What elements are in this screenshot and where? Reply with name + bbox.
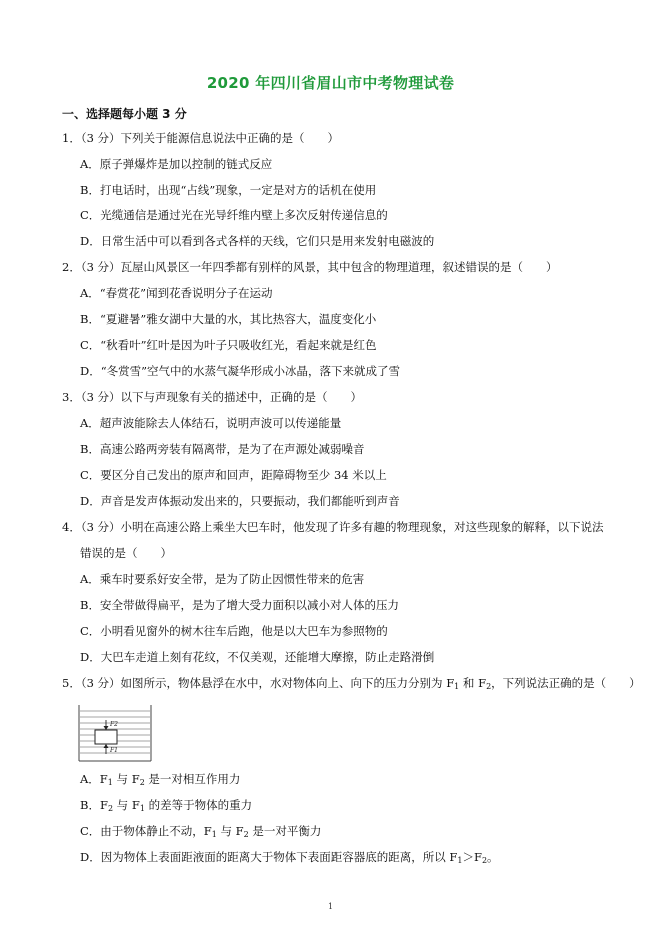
question-5-stem-sub-2: 2 xyxy=(486,682,492,691)
question-5-stem xyxy=(62,675,641,695)
buoyancy-figure xyxy=(78,704,152,762)
question-4-option-b: B．安全带做得扁平，是为了增大受力面积以减小对人体的压力 xyxy=(80,598,399,612)
opt-text: D．因为物体上表面距液面的距离大于物体下表面距容器底的距离，所以 F xyxy=(80,850,458,864)
question-2-option-b: B．“夏避暑”雅女湖中大量的水，其比热容大，温度变化小 xyxy=(80,312,377,326)
figure-label-bottom: F1 xyxy=(110,747,118,754)
question-3-option-a: A．超声波能除去人体结石，说明声波可以传递能量 xyxy=(80,416,342,430)
question-1-option-d: D．日常生活中可以看到各式各样的天线，它们只是用来发射电磁波的 xyxy=(80,234,435,248)
opt-text: 的差等于物体的重力 xyxy=(144,798,253,812)
opt-sub: 2 xyxy=(481,856,488,865)
opt-sub: 1 xyxy=(107,778,113,787)
opt-text: ＞F xyxy=(462,850,482,864)
question-1-stem: 1．（3 分）下列关于能源信息说法中正确的是（ ） xyxy=(62,131,340,145)
page-number: 1 xyxy=(327,902,334,911)
opt-text: 与 F xyxy=(113,798,140,812)
question-5-stem-mid: 和 F xyxy=(459,676,487,690)
question-5-option-c xyxy=(80,823,321,843)
figure-label-top: F2 xyxy=(110,721,118,728)
opt-sub: 2 xyxy=(139,778,145,787)
question-2-option-c: C．“秋看叶”红叶是因为叶子只吸收红光，看起来就是红色 xyxy=(80,338,377,352)
question-2-stem: 2．（3 分）瓦屋山风景区一年四季都有别样的风景，其中包含的物理道理，叙述错误的是（ ） xyxy=(62,260,558,274)
opt-text: 。 xyxy=(487,850,499,864)
question-5-stem-suffix: ，下列说法正确的是（ ） xyxy=(491,676,641,690)
question-2-option-a: A．“春赏花”闻到花香说明分子在运动 xyxy=(80,286,273,300)
opt-sub: 2 xyxy=(107,804,114,813)
question-3-stem: 3．（3 分）以下与声现象有关的描述中，正确的是（ ） xyxy=(62,390,363,404)
question-4-option-c: C．小明看见窗外的树木往车后跑，他是以大巴车为参照物的 xyxy=(80,624,388,638)
question-1-option-c: C．光缆通信是通过光在光导纤维内壁上多次反射传递信息的 xyxy=(80,208,388,222)
question-4-stem-continued: 错误的是（ ） xyxy=(80,546,172,560)
question-4-option-d: D．大巴车走道上刻有花纹，不仅美观，还能增大摩擦，防止走路滑倒 xyxy=(80,650,435,664)
opt-text: 与 F xyxy=(112,772,140,786)
opt-sub: 1 xyxy=(211,830,217,839)
opt-text: A．F xyxy=(80,772,108,786)
question-4-stem: 4．（3 分）小明在高速公路上乘坐大巴车时，他发现了许多有趣的物理现象，对这些现象的解释，以下说法 xyxy=(62,520,604,534)
question-3-option-b: B．高速公路两旁装有隔离带，是为了在声源处减弱噪音 xyxy=(80,442,365,456)
opt-text: 与 F xyxy=(216,824,244,838)
opt-text: C．由于物体静止不动，F xyxy=(80,824,212,838)
question-1-option-a: A．原子弹爆炸是加以控制的链式反应 xyxy=(80,157,273,171)
question-1-option-b: B．打电话时，出现“占线”现象，一定是对方的话机在使用 xyxy=(80,183,377,197)
question-5-stem-prefix: 5．（3 分）如图所示，物体悬浮在水中，水对物体向上、向下的压力分别为 F xyxy=(62,676,455,690)
question-3-option-c: C．要区分自己发出的原声和回声，距障碍物至少 34 米以上 xyxy=(80,468,387,482)
opt-sub: 1 xyxy=(139,804,145,813)
section-heading: 一、选择题每小题 3 分 xyxy=(62,107,187,121)
page-title: 2020 年四川省眉山市中考物理试卷 xyxy=(206,74,455,92)
opt-text: 是一对相互作用力 xyxy=(144,772,241,786)
question-5-option-b xyxy=(80,797,252,817)
question-3-option-d: D．声音是发声体振动发出来的，只要振动，我们都能听到声音 xyxy=(80,494,400,508)
question-2-option-d: D．“冬赏雪”空气中的水蒸气凝华形成小冰晶，落下来就成了雪 xyxy=(80,364,400,378)
question-5-option-d xyxy=(80,849,499,869)
question-5-stem-sub-1: 1 xyxy=(454,682,460,691)
question-4-option-a: A．乘车时要系好安全带，是为了防止因惯性带来的危害 xyxy=(80,572,365,586)
opt-sub: 2 xyxy=(243,830,249,839)
opt-text: 是一对平衡力 xyxy=(248,824,322,838)
question-5-option-a xyxy=(80,771,240,791)
opt-sub: 1 xyxy=(457,856,463,865)
opt-text: B．F xyxy=(80,798,108,812)
